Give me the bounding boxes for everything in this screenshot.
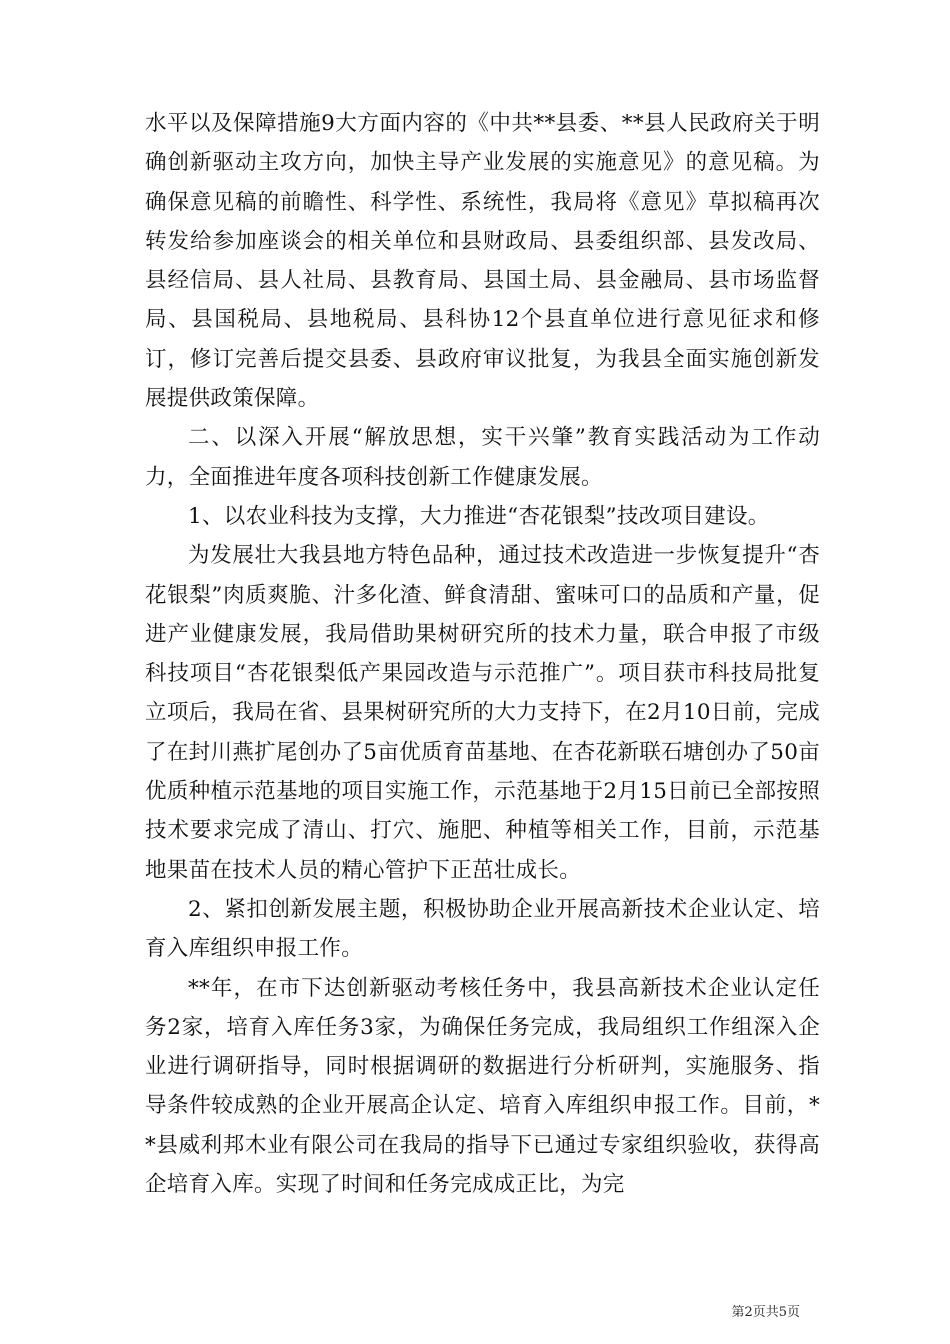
paragraph-continuation: 水平以及保障措施9大方面内容的《中共**县委、**县人民政府关于明确创新驱动主攻方向，加快主导产业发展的实施意见》的意见稿。为确保意见稿的前瞻性、科学性、系统性，我局将《意见》草拟稿再次转发给参加座谈会的相关单位和县财政局、县委组织部、县发改局、县经信局、县人社局、县教育局、县国土局、县金融局、县市场监督局、县国税局、县地税局、县科协12个县直单位进行意见征求和修订，修订完善后提交县委、县政府审议批复，为我县全面实施创新发展提供政策保障。 — [145, 111, 820, 412]
subsection-heading-1: 1、以农业科技为支撑，大力推进“杏花银梨”技改项目建设。 — [188, 503, 770, 529]
page-number-footer: 第2页共5页 — [731, 1305, 800, 1320]
document-body — [145, 104, 820, 1204]
subsection-heading-2: 2、紧扣创新发展主题，积极协助企业开展高新技术企业认定、培育入库组织申报工作。 — [145, 896, 820, 962]
paragraph-pear-project: 为发展壮大我县地方特色品种，通过技术改造进一步恢复提升“杏花银梨”肉质爽脆、汁多化渣、鲜食清甜、蜜味可口的品质和产量，促进产业健康发展，我局借助果树研究所的技术力量，联合申报了市级科技项目“杏花银梨低产果园改造与示范推广”。项目获市科技局批复立项后，我局在省、县果树研究所的大力支持下，在2月10日前，完成了在封川燕扩尾创办了5亩优质育苗基地、在杏花新联石塘创办了50亩优质种植示范基地的项目实施工作，示范基地于2月15日前已全部按照技术要求完成了清山、打穴、施肥、种植等相关工作，目前，示范基地果苗在技术人员的精心管护下正茁壮成长。 — [145, 543, 820, 883]
paragraph-high-tech-enterprise: **年，在市下达创新驱动考核任务中，我县高新技术企业认定任务2家，培育入库任务3家，为确保任务完成，我局组织工作组深入企业进行调研指导，同时根据调研的数据进行分析研判，实施服务、指导条件较成熟的企业开展高企认定、培育入库组织申报工作。目前，**县威利邦木业有限公司在我局的指导下已通过专家组织验收，获得高企培育入库。实现了时间和任务完成成正比，为完 — [145, 975, 820, 1198]
section-heading-two: 二、以深入开展“解放思想，实干兴肇”教育实践活动为工作动力，全面推进年度各项科技创新工作健康发展。 — [145, 425, 820, 490]
